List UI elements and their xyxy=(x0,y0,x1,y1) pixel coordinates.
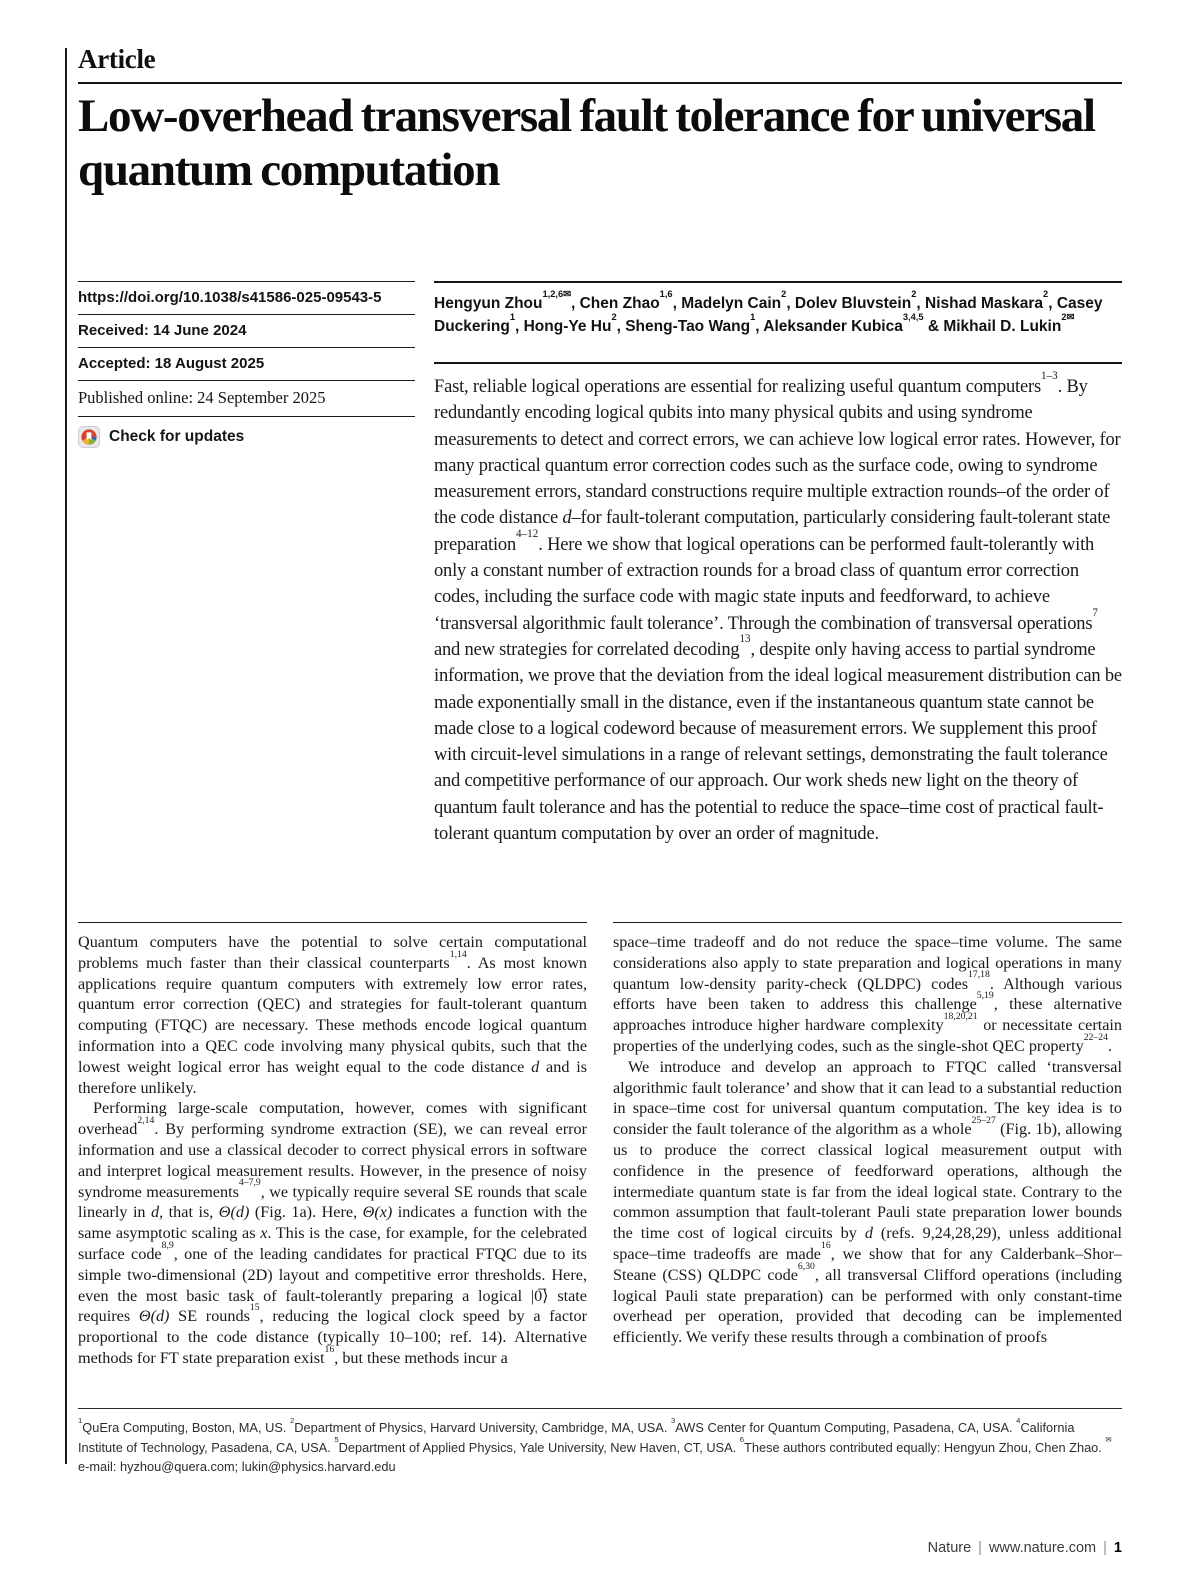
footer-separator: | xyxy=(1103,1540,1107,1556)
header-right-column xyxy=(434,281,1122,847)
paragraph: Performing large-scale computation, however, comes with significant overhead$^{2,14}$. By performing syndrome extraction (SE), we can reveal error information and use a classical decoder to correct physical errors in software and interpret logical measurement results. However, in the presence of noisy syndrome measurements$^{4-7,9}$, we typically require several SE rounds that scale linearly in d, that is, Θ(d) (Fig. 1a). Here, Θ(x) indicates a function with the same asymptotic scaling as x. This is the case, for example, for the celebrated surface code$^{8,9}$, one of the leading candidates for practical FTQC due to its simple two-dimensional (2D) layout and competitive error thresholds. Here, even the most basic task of fault-tolerantly preparing a logical |0̅⟩ state requires Θ(d) SE rounds$^{15}$, reducing the logical clock speed by a factor proportional to the code distance (typically 10–100; ref. 14). Alternative methods for FT state preparation exist$^{16}$, but these methods incur a xyxy=(78,1099,588,1367)
check-for-updates-button[interactable] xyxy=(78,426,415,448)
journal-url[interactable]: www.nature.com xyxy=(988,1540,1097,1556)
affiliations-footnote xyxy=(78,1408,1122,1477)
crossmark-icon xyxy=(78,426,100,448)
page-title: Low-overhead transversal fault tolerance for universal quantum computation xyxy=(78,90,1095,196)
paragraph: We introduce and develop an approach to FTQC called ‘transversal algorithmic fault tolerance’ and show that it can lead to a substantial reduction in space–time cost for universal quantum computation. The key idea is to consider the fault tolerance of the algorithm as a whole$^{25-27}$ (Fig. 1b), allowing us to produce the correct classical logical measurement output with confidence in the presence of feedforward operations, although the intermediate quantum state is far from the ideal logical state. Contrary to the common assumption that fault-tolerant Pauli state preparation lower bounds the time cost of logical circuits by d (refs. 9,24,28,29), unless additional space–time tradeoffs are made$^{16}$, we show that for any Calderbank–Shor–Steane (CSS) QLDPC code$^{6,30}$, all transversal Clifford operations (including logical Pauli state preparation) can be performed with only constant-time overhead per operation, provided that decoding can be implemented efficiently. We verify these results through a combination of proofs xyxy=(613,1057,1122,1347)
body-section xyxy=(78,922,1122,1369)
abstract-text: Fast, reliable logical operations are essential for realizing useful quantum computers$^{1-3}$. By redundantly encoding logical qubits into many physical qubits and using syndrome measurements to detect and correct errors, we can achieve low logical error rates. However, for many practical quantum error correction codes such as the surface code, owing to syndrome measurement errors, standard constructions require multiple extraction rounds–of the order of the code distance d–for fault-tolerant computation, particularly considering fault-tolerant state preparation$^{4-12}$. Here we show that logical operations can be performed fault-tolerantly with only a constant number of extraction rounds for a broad class of quantum error correction codes, including the surface code with magic state inputs and feedforward, to achieve ‘transversal algorithmic fault tolerance’. Through the combination of transversal operations$^7$ and new strategies for correlated decoding$^{13}$, despite only having access to partial syndrome information, we prove that the deviation from the ideal logical measurement distribution can be made exponentially small in the distance, even if the instantaneous quantum state cannot be made close to a logical codeword because of measurement errors. We supplement this proof with circuit-level simulations in a range of relevant settings, demonstrating the fault tolerance and competitive performance of our approach. Our work sheds new light on the theory of quantum fault tolerance and has the potential to reduce the space–time cost of practical fault-tolerant quantum computation by over an order of magnitude. xyxy=(434,362,1122,847)
email-links[interactable]: ✉e-mail: hyzhou@quera.com; lukin@physics.harvard.edu xyxy=(78,1435,1112,1474)
margin-rule xyxy=(65,48,67,1464)
received-date: Received: 14 June 2024 xyxy=(78,314,415,347)
doi-row xyxy=(78,281,415,314)
paragraph: Quantum computers have the potential to solve certain computational problems much faster than their classical counterparts$^{1,14}$. As most known applications require quantum computers with extremely low error rates, quantum error correction (QEC) and strategies for fault-tolerant quantum computing (FTQC) are necessary. These methods encode logical quantum information into a QEC code involving many physical qubits, such that the lowest weight logical error has weight equal to the code distance d and is therefore unlikely. xyxy=(78,933,587,1097)
article-kicker: Article xyxy=(78,44,156,74)
check-for-updates-label: Check for updates xyxy=(109,428,245,445)
published-date: Published online: 24 September 2025 xyxy=(78,380,415,417)
accepted-date: Accepted: 18 August 2025 xyxy=(78,347,415,380)
kicker-rule xyxy=(78,82,1122,84)
body-right-column xyxy=(613,922,1122,1369)
journal-name: Nature xyxy=(927,1540,972,1556)
page-number: 1 xyxy=(1113,1540,1122,1556)
footer-separator: | xyxy=(978,1540,982,1556)
author-list: Hengyun Zhou$^{1,2,6✉}$, Chen Zhao$^{1,6}$, Madelyn Cain$^2$, Dolev Bluvstein$^2$, Nishad Maskara$^2$, Casey Duckering$^1$, Hong-Ye Hu$^2$, Sheng-Tao Wang$^1$, Aleksander Kubica$^{3,4,5}$ & Mikhail D. Lukin$^{2✉}$ xyxy=(434,281,1122,338)
doi-link[interactable]: https://doi.org/10.1038/s41586-025-09543-5 xyxy=(78,289,382,306)
metadata-column xyxy=(78,281,415,847)
header-meta-section xyxy=(78,281,1122,847)
paragraph: space–time tradeoff and do not reduce the space–time volume. The same considerations also apply to state preparation and logical operations in many quantum low-density parity-check (QLDPC) codes$^{17,18}$. Although various efforts have been taken to address this challenge$^{5,19}$, these alternative approaches introduce higher hardware complexity$^{18,20,21}$ or necessitate certain properties of the underlying codes, such as the single-shot QEC property$^{22-24}$. xyxy=(613,933,1122,1055)
affiliations-text: $^1$QuEra Computing, Boston, MA, US. $^2$Department of Physics, Harvard University, Cambridge, MA, USA. $^3$AWS Center for Quantum Computing, Pasadena, CA, USA. $^4$California Institute of Technology, Pasadena, CA, USA. $^5$Department of Applied Physics, Yale University, New Haven, CT, USA. $^6$These authors contributed equally: Hengyun Zhou, Chen Zhao. xyxy=(78,1415,1106,1455)
page-footer xyxy=(78,1540,1122,1556)
body-left-column xyxy=(78,922,587,1369)
